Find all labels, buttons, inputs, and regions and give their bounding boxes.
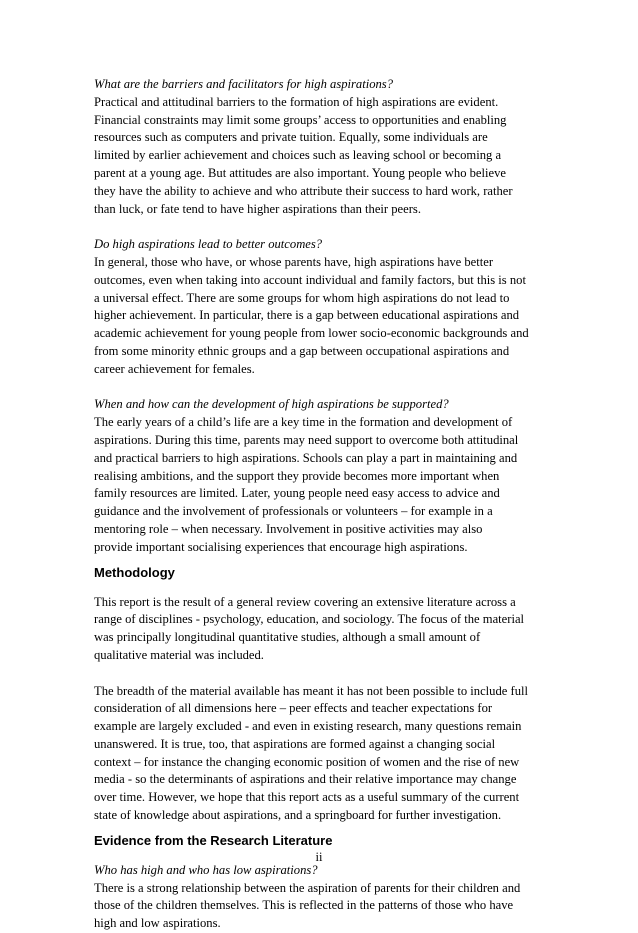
body-line: than luck, or fate tend to have higher aspirations than their peers.: [94, 201, 421, 216]
body-line: consideration of all dimensions here – peer effects and teacher expectations for: [94, 701, 493, 716]
body-line: This report is the result of a general review covering an extensive literature across a: [94, 594, 516, 609]
body-line: unanswered. It is true, too, that aspirations are formed against a changing social: [94, 736, 496, 751]
body-line: career achievement for females.: [94, 361, 255, 376]
section-question: When and how can the development of high aspirations be supported?: [94, 397, 449, 412]
body-line: context – for instance the changing economic position of women and the rise of new: [94, 754, 520, 769]
body-line: high and low aspirations.: [94, 916, 221, 931]
body-line: mentoring role – when necessary. Involvement in positive activities may also: [94, 521, 483, 536]
body-line: range of disciplines - psychology, education, and sociology. The focus of the material: [94, 612, 525, 627]
body-line: state of knowledge about aspirations, and a springboard for further investigation.: [94, 808, 502, 823]
section-question: Who has high and who has low aspirations?: [94, 862, 318, 877]
body-line: those of the children themselves. This is reflected in the patterns of those who have: [94, 898, 514, 913]
evidence-heading: Evidence from the Research Literature: [94, 832, 333, 848]
section-support: [94, 396, 552, 556]
body-line: There is a strong relationship between the aspiration of parents for their children and: [94, 880, 521, 895]
body-line: outcomes, even when taking into account individual and family factors, but this is not: [94, 272, 526, 287]
body-line: resources such as computers and private tuition. Equally, some individuals are: [94, 130, 488, 145]
body-line: aspirations. During this time, parents may need support to overcome both attitudinal: [94, 432, 519, 447]
body-line: Financial constraints may limit some groups’ access to opportunities and enabling: [94, 112, 507, 127]
section-question: Do high aspirations lead to better outcomes?: [94, 237, 323, 252]
body-line: and practical barriers to high aspirations. Schools can play a part in maintaining and: [94, 450, 518, 465]
section-outcomes: [94, 236, 552, 378]
body-line: realising ambitions, and the support they provide becomes more important when: [94, 468, 500, 483]
body-line: The early years of a child’s life are a key time in the formation and development of: [94, 415, 513, 430]
body-line: a universal effect. There are some groups for whom high aspirations do not lead to: [94, 290, 510, 305]
body-line: Practical and attitudinal barriers to the formation of high aspirations are evident.: [94, 94, 499, 109]
section-who-has-aspirations: [94, 862, 552, 933]
body-line: over time. However, we hope that this report acts as a useful summary of the current: [94, 790, 520, 805]
body-line: In general, those who have, or whose parents have, high aspirations have better: [94, 254, 494, 269]
body-line: example are largely excluded - and even in existing research, many questions remain: [94, 719, 522, 734]
body-line: guidance and the involvement of professionals or volunteers – for example in a: [94, 504, 493, 519]
body-line: provide important socialising experiences that encourage high aspirations.: [94, 539, 468, 554]
section-barriers: [94, 76, 552, 218]
page-body: [94, 76, 552, 933]
body-line: qualitative material was included.: [94, 647, 264, 662]
body-line: was principally longitudinal quantitative studies, although a small amount of: [94, 630, 481, 645]
page-number: ii: [315, 850, 323, 864]
body-line: higher achievement. In particular, there is a gap between educational aspirations and: [94, 308, 520, 323]
body-line: family resources are limited. Later, young people need easy access to advice and: [94, 486, 500, 501]
body-line: they have the ability to achieve and who attribute their success to hard work, rather: [94, 183, 513, 198]
body-line: academic achievement for young people from lower socio-economic backgrounds and: [94, 326, 529, 341]
methodology-heading: Methodology: [94, 564, 175, 580]
section-question: What are the barriers and facilitators for high aspirations?: [94, 77, 393, 91]
methodology-paragraph-1: [94, 594, 552, 665]
body-line: The breadth of the material available has meant it has not been possible to include full: [94, 683, 528, 698]
body-line: parent at a young age. But attitudes are also important. Young people who believe: [94, 165, 506, 180]
methodology-paragraph-2: [94, 683, 552, 825]
body-line: media - so the determinants of aspirations and their relative importance may change: [94, 772, 517, 787]
body-line: from some minority ethnic groups and a gap between occupational aspirations and: [94, 343, 510, 358]
body-line: limited by earlier achievement and choices such as leaving school or becoming a: [94, 148, 502, 163]
